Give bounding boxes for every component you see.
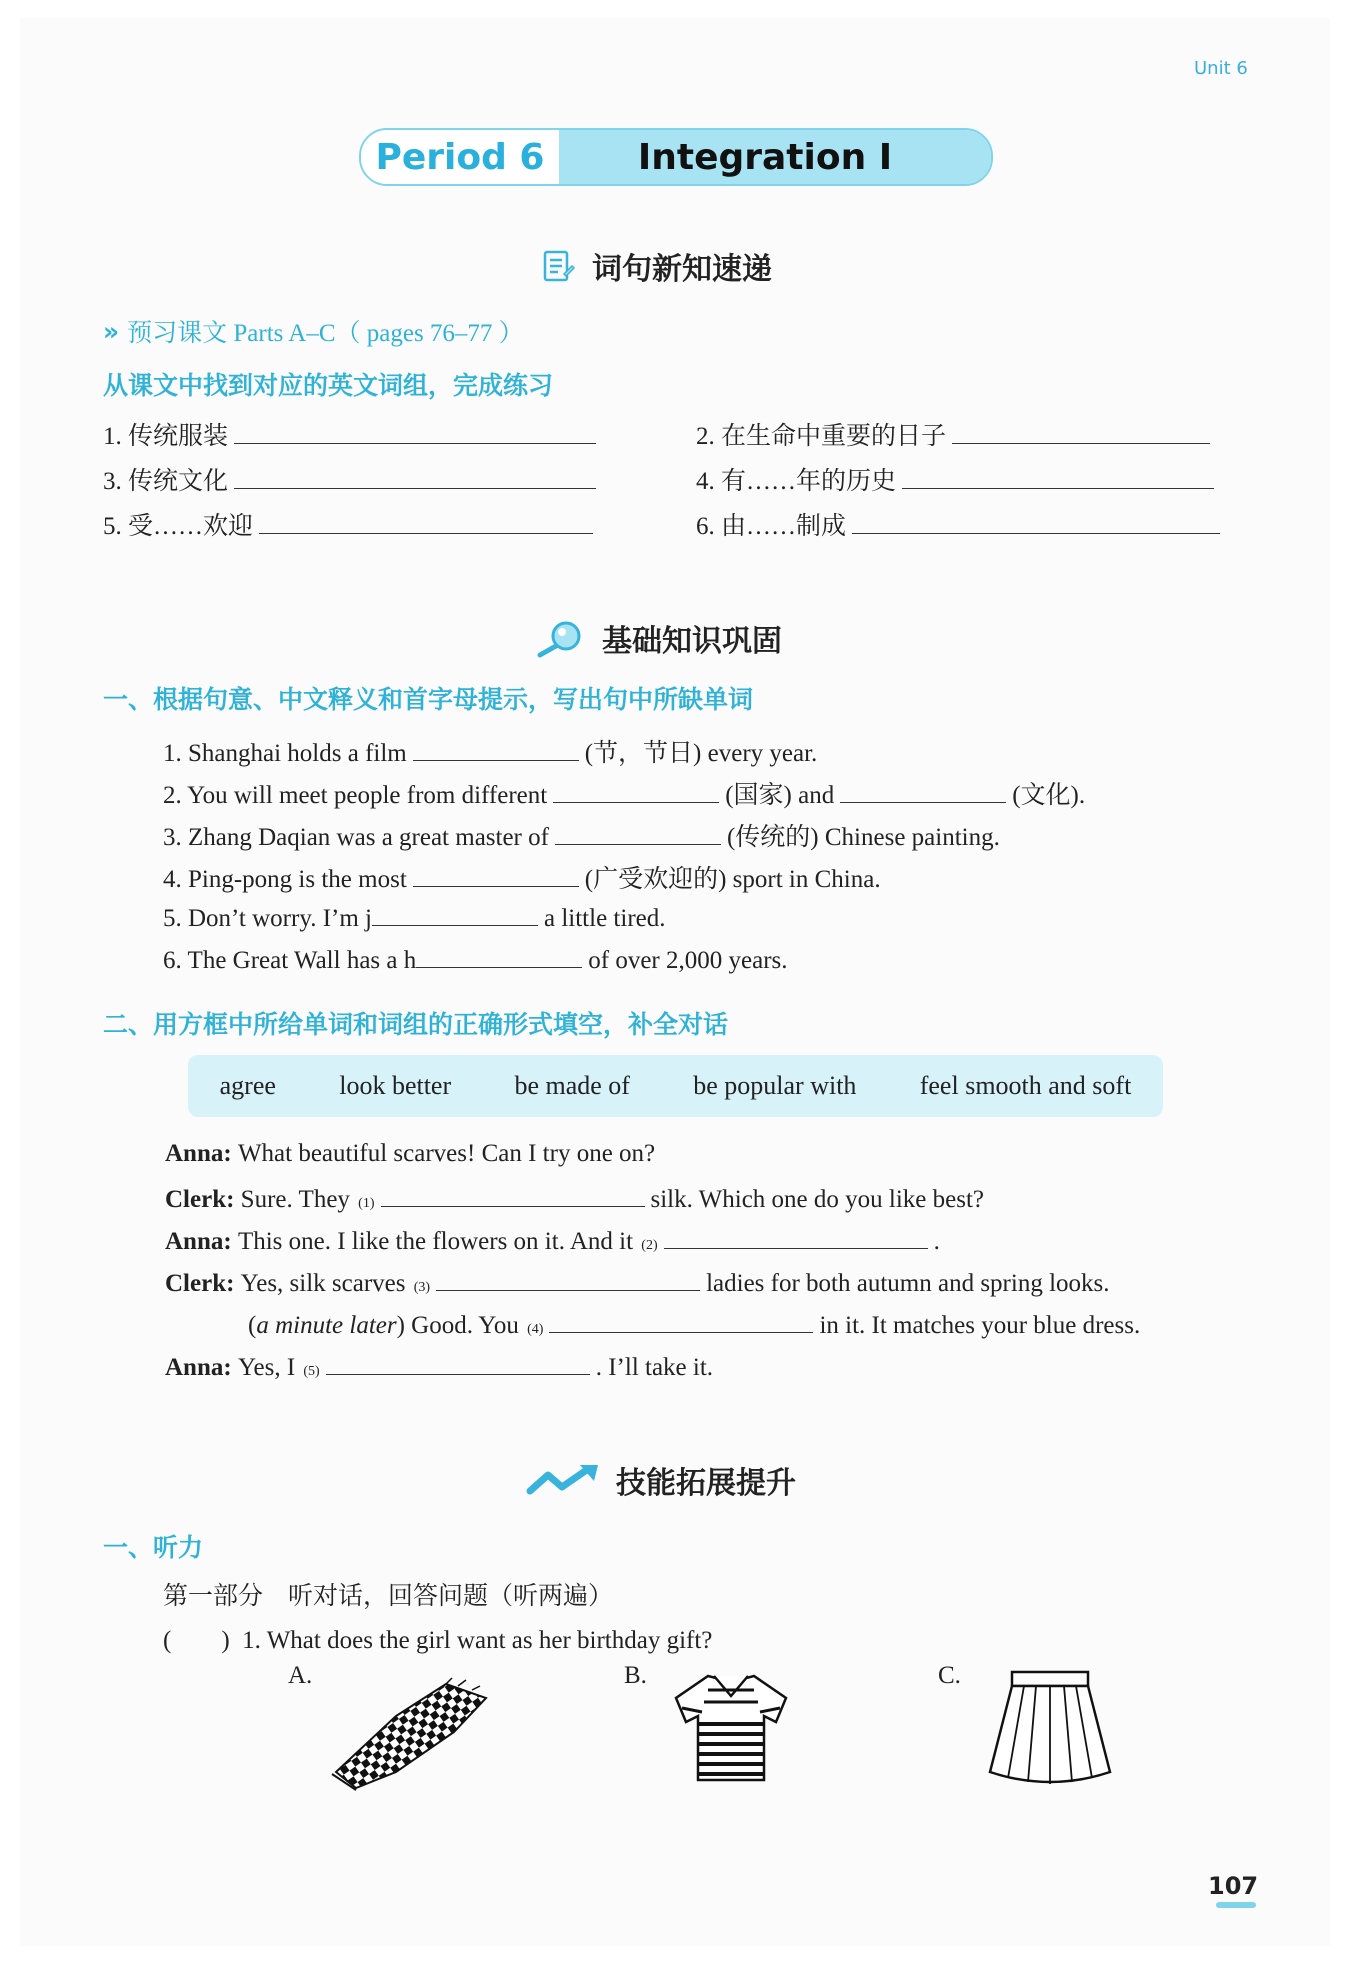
magnifier-icon <box>536 618 586 658</box>
answer-blank[interactable] <box>664 1224 928 1249</box>
answer-blank[interactable] <box>436 1266 700 1291</box>
word-option: feel smooth and soft <box>919 1071 1132 1100</box>
workbook-page <box>20 18 1330 1946</box>
part1-title: 一、根据句意、中文释义和首字母提示，写出句中所缺单词 <box>103 685 754 714</box>
unit-label: Unit 6 <box>1194 58 1248 79</box>
speaker: Anna: <box>165 1354 232 1381</box>
pleated-skirt-icon <box>982 1668 1116 1792</box>
page-number-underline <box>1216 1902 1256 1908</box>
dialogue-line-5: ( a minute later ) Good. You (4) in it. It matches your blue dress. <box>248 1308 1140 1340</box>
word-option: agree <box>219 1071 276 1100</box>
answer-blank[interactable] <box>902 464 1214 489</box>
answer-blank[interactable] <box>372 901 538 926</box>
dialogue-line-4: Clerk: Yes, silk scarves (3) ladies for both autumn and spring looks. <box>165 1266 1110 1298</box>
answer-blank[interactable] <box>326 1350 590 1375</box>
word-box <box>188 1055 1163 1117</box>
period-title: Integration I <box>559 130 991 184</box>
notebook-icon <box>540 248 576 284</box>
period-banner <box>359 128 993 186</box>
answer-paren[interactable]: ( ) <box>163 1627 230 1654</box>
listening-q1: ( ) 1. What does the girl want as her birthday gift? <box>163 1620 712 1656</box>
option-c-label: C. <box>938 1662 961 1689</box>
word-option: look better <box>339 1071 452 1100</box>
exercise-q6: 6. The Great Wall has a h of over 2,000 years. <box>163 943 788 975</box>
double-chevron-icon: » <box>103 316 120 346</box>
speaker: Anna: <box>165 1140 232 1167</box>
vocab-item-4: 4. 有……年的历史 <box>696 461 1220 497</box>
answer-blank[interactable] <box>381 1182 645 1207</box>
word-option: be made of <box>514 1071 630 1100</box>
answer-blank[interactable] <box>852 509 1220 534</box>
dialogue-line-6: Anna: Yes, I (5) . I’ll take it. <box>165 1350 713 1382</box>
answer-blank[interactable] <box>234 464 596 489</box>
blank-number: (4) <box>527 1322 544 1337</box>
listening-subtitle: 第一部分 听对话，回答问题（听两遍） <box>163 1583 614 1610</box>
vocab-item-2: 2. 在生命中重要的日子 <box>696 416 1216 452</box>
blank-number: (3) <box>413 1280 431 1295</box>
period-label: Period 6 <box>361 130 559 184</box>
speaker: Clerk: <box>165 1270 235 1297</box>
exercise-q5: 5. Don’t worry. I’m j a little tired. <box>163 901 665 933</box>
word-option: be popular with <box>693 1071 857 1100</box>
section-heading-basics <box>536 616 782 660</box>
preview-line <box>103 313 524 349</box>
blank-number: (2) <box>641 1238 658 1253</box>
vocab-item-5: 5. 受……欢迎 <box>103 506 599 542</box>
scarf-icon <box>326 1676 496 1792</box>
answer-blank[interactable] <box>413 736 579 761</box>
blank-number: (1) <box>358 1196 375 1211</box>
answer-blank[interactable] <box>549 1308 813 1333</box>
answer-blank[interactable] <box>413 862 579 887</box>
part2-title: 二、用方框中所给单词和词组的正确形式填空，补全对话 <box>103 1010 729 1039</box>
dialogue-line-3: Anna: This one. I like the flowers on it. And it (2) . <box>165 1224 940 1256</box>
vocab-item-1: 1. 传统服装 <box>103 416 602 452</box>
speaker: Clerk: <box>165 1186 235 1213</box>
stage-direction: a minute later <box>256 1312 397 1339</box>
section-heading-skills <box>526 1458 796 1502</box>
answer-blank[interactable] <box>553 778 719 803</box>
answer-blank[interactable] <box>840 778 1006 803</box>
trend-arrow-icon <box>526 1463 600 1497</box>
section-title: 技能拓展提升 <box>616 1466 796 1501</box>
blank-number: (5) <box>303 1364 320 1379</box>
answer-blank[interactable] <box>952 419 1210 444</box>
section1-instruction: 从课文中找到对应的英文词组，完成练习 <box>103 371 554 400</box>
dialogue-line-1: Anna: What beautiful scarves! Can I try one on? <box>165 1140 656 1167</box>
listening-title: 一、听力 <box>103 1533 204 1562</box>
preview-text: 预习课文 Parts A–C（ pages 76–77 ） <box>127 320 524 347</box>
page-number: 107 <box>1208 1872 1259 1900</box>
option-b-label: B. <box>624 1662 647 1689</box>
answer-blank[interactable] <box>259 509 593 534</box>
striped-shirt-icon <box>668 1668 794 1786</box>
section-heading-vocab <box>540 244 772 288</box>
exercise-q2: 2. You will meet people from different (国家) and (文化). <box>163 775 1085 811</box>
section-title: 词句新知速递 <box>592 252 772 287</box>
vocab-item-6: 6. 由……制成 <box>696 506 1226 542</box>
exercise-q1: 1. Shanghai holds a film (节，节日) every year. <box>163 733 817 769</box>
exercise-q4: 4. Ping-pong is the most (广受欢迎的) sport in China. <box>163 859 881 895</box>
option-a-label: A. <box>288 1662 313 1689</box>
dialogue-line-2: Clerk: Sure. They (1) silk. Which one do you like best? <box>165 1182 984 1214</box>
answer-blank[interactable] <box>234 419 596 444</box>
answer-blank[interactable] <box>555 820 721 845</box>
section-title: 基础知识巩固 <box>602 624 782 659</box>
exercise-q3: 3. Zhang Daqian was a great master of (传统的) Chinese painting. <box>163 817 1000 853</box>
answer-blank[interactable] <box>416 943 582 968</box>
vocab-item-3: 3. 传统文化 <box>103 461 602 497</box>
speaker: Anna: <box>165 1228 232 1255</box>
